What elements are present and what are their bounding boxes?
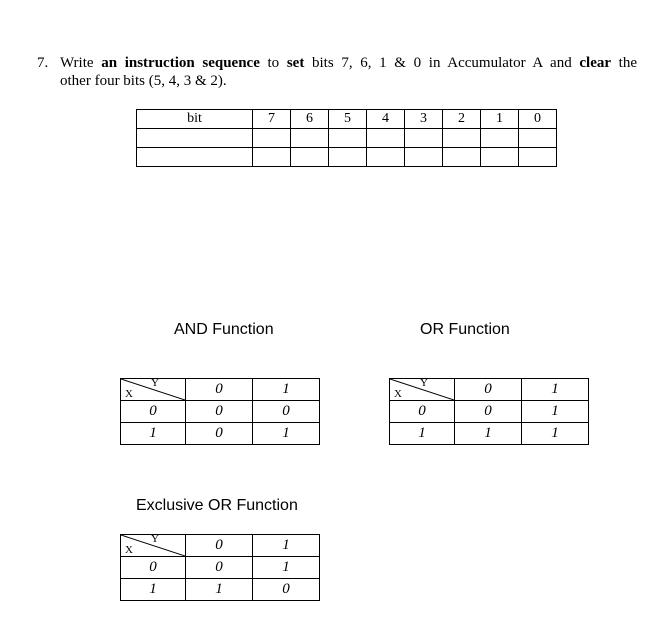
- blank-cell: [519, 129, 557, 148]
- y-label: Y: [420, 377, 428, 389]
- value-cell: 0: [186, 401, 253, 423]
- value-cell: 1: [522, 401, 589, 423]
- corner-cell: [121, 535, 186, 557]
- and-truth-table: [120, 378, 320, 445]
- value-cell: 0: [186, 557, 253, 579]
- row-header: 0: [121, 401, 186, 423]
- blank-cell: [481, 148, 519, 167]
- row-header: 1: [121, 423, 186, 445]
- row-header: 1: [121, 579, 186, 601]
- blank-cell: [443, 148, 481, 167]
- blank-cell: [253, 148, 291, 167]
- xor-function-title: Exclusive OR Function: [136, 497, 298, 514]
- question-line-2: other four bits (5, 4, 3 & 2).: [60, 73, 227, 89]
- blank-cell: [329, 148, 367, 167]
- row-header: 0: [121, 557, 186, 579]
- or-function-title: OR Function: [420, 321, 510, 338]
- question-line-1: Write an instruction sequence to set bits 7, 6, 1 & 0 in Accumulator A and clear the: [60, 55, 637, 71]
- blank-cell: [291, 148, 329, 167]
- x-label: X: [125, 388, 133, 400]
- col-header: 1: [253, 379, 320, 401]
- blank-cell: [481, 129, 519, 148]
- bit-7: 7: [253, 110, 291, 129]
- blank-cell: [367, 148, 405, 167]
- col-header: 1: [253, 535, 320, 557]
- question-number: 7.: [37, 55, 49, 71]
- corner-cell: [121, 379, 186, 401]
- blank-cell: [519, 148, 557, 167]
- blank-cell: [367, 129, 405, 148]
- bit-answer-row: [137, 129, 557, 148]
- bit-6: 6: [291, 110, 329, 129]
- blank-cell: [137, 148, 253, 167]
- col-header: 1: [522, 379, 589, 401]
- value-cell: 0: [253, 579, 320, 601]
- row-header: 1: [390, 423, 455, 445]
- bit-1: 1: [481, 110, 519, 129]
- col-header: 0: [186, 535, 253, 557]
- value-cell: 1: [253, 423, 320, 445]
- x-label: X: [394, 388, 402, 400]
- bit-5: 5: [329, 110, 367, 129]
- value-cell: 1: [186, 579, 253, 601]
- value-cell: 1: [253, 557, 320, 579]
- bit-2: 2: [443, 110, 481, 129]
- blank-cell: [329, 129, 367, 148]
- row-header: 0: [390, 401, 455, 423]
- corner-cell: [390, 379, 455, 401]
- y-label: Y: [151, 377, 159, 389]
- blank-cell: [405, 129, 443, 148]
- xor-truth-table: [120, 534, 320, 601]
- bit-4: 4: [367, 110, 405, 129]
- col-header: 0: [455, 379, 522, 401]
- blank-cell: [137, 129, 253, 148]
- value-cell: 0: [455, 401, 522, 423]
- or-truth-table: [389, 378, 589, 445]
- value-cell: 1: [522, 423, 589, 445]
- value-cell: 1: [455, 423, 522, 445]
- x-label: X: [125, 544, 133, 556]
- bit-answer-row: [137, 148, 557, 167]
- bit-label: bit: [137, 110, 253, 129]
- blank-cell: [443, 129, 481, 148]
- and-function-title: AND Function: [174, 321, 274, 338]
- y-label: Y: [151, 533, 159, 545]
- value-cell: 0: [253, 401, 320, 423]
- blank-cell: [405, 148, 443, 167]
- bit-0: 0: [519, 110, 557, 129]
- value-cell: 0: [186, 423, 253, 445]
- blank-cell: [291, 129, 329, 148]
- bit-header-row: [137, 110, 557, 129]
- blank-cell: [253, 129, 291, 148]
- bit-table: [136, 109, 557, 167]
- col-header: 0: [186, 379, 253, 401]
- bit-3: 3: [405, 110, 443, 129]
